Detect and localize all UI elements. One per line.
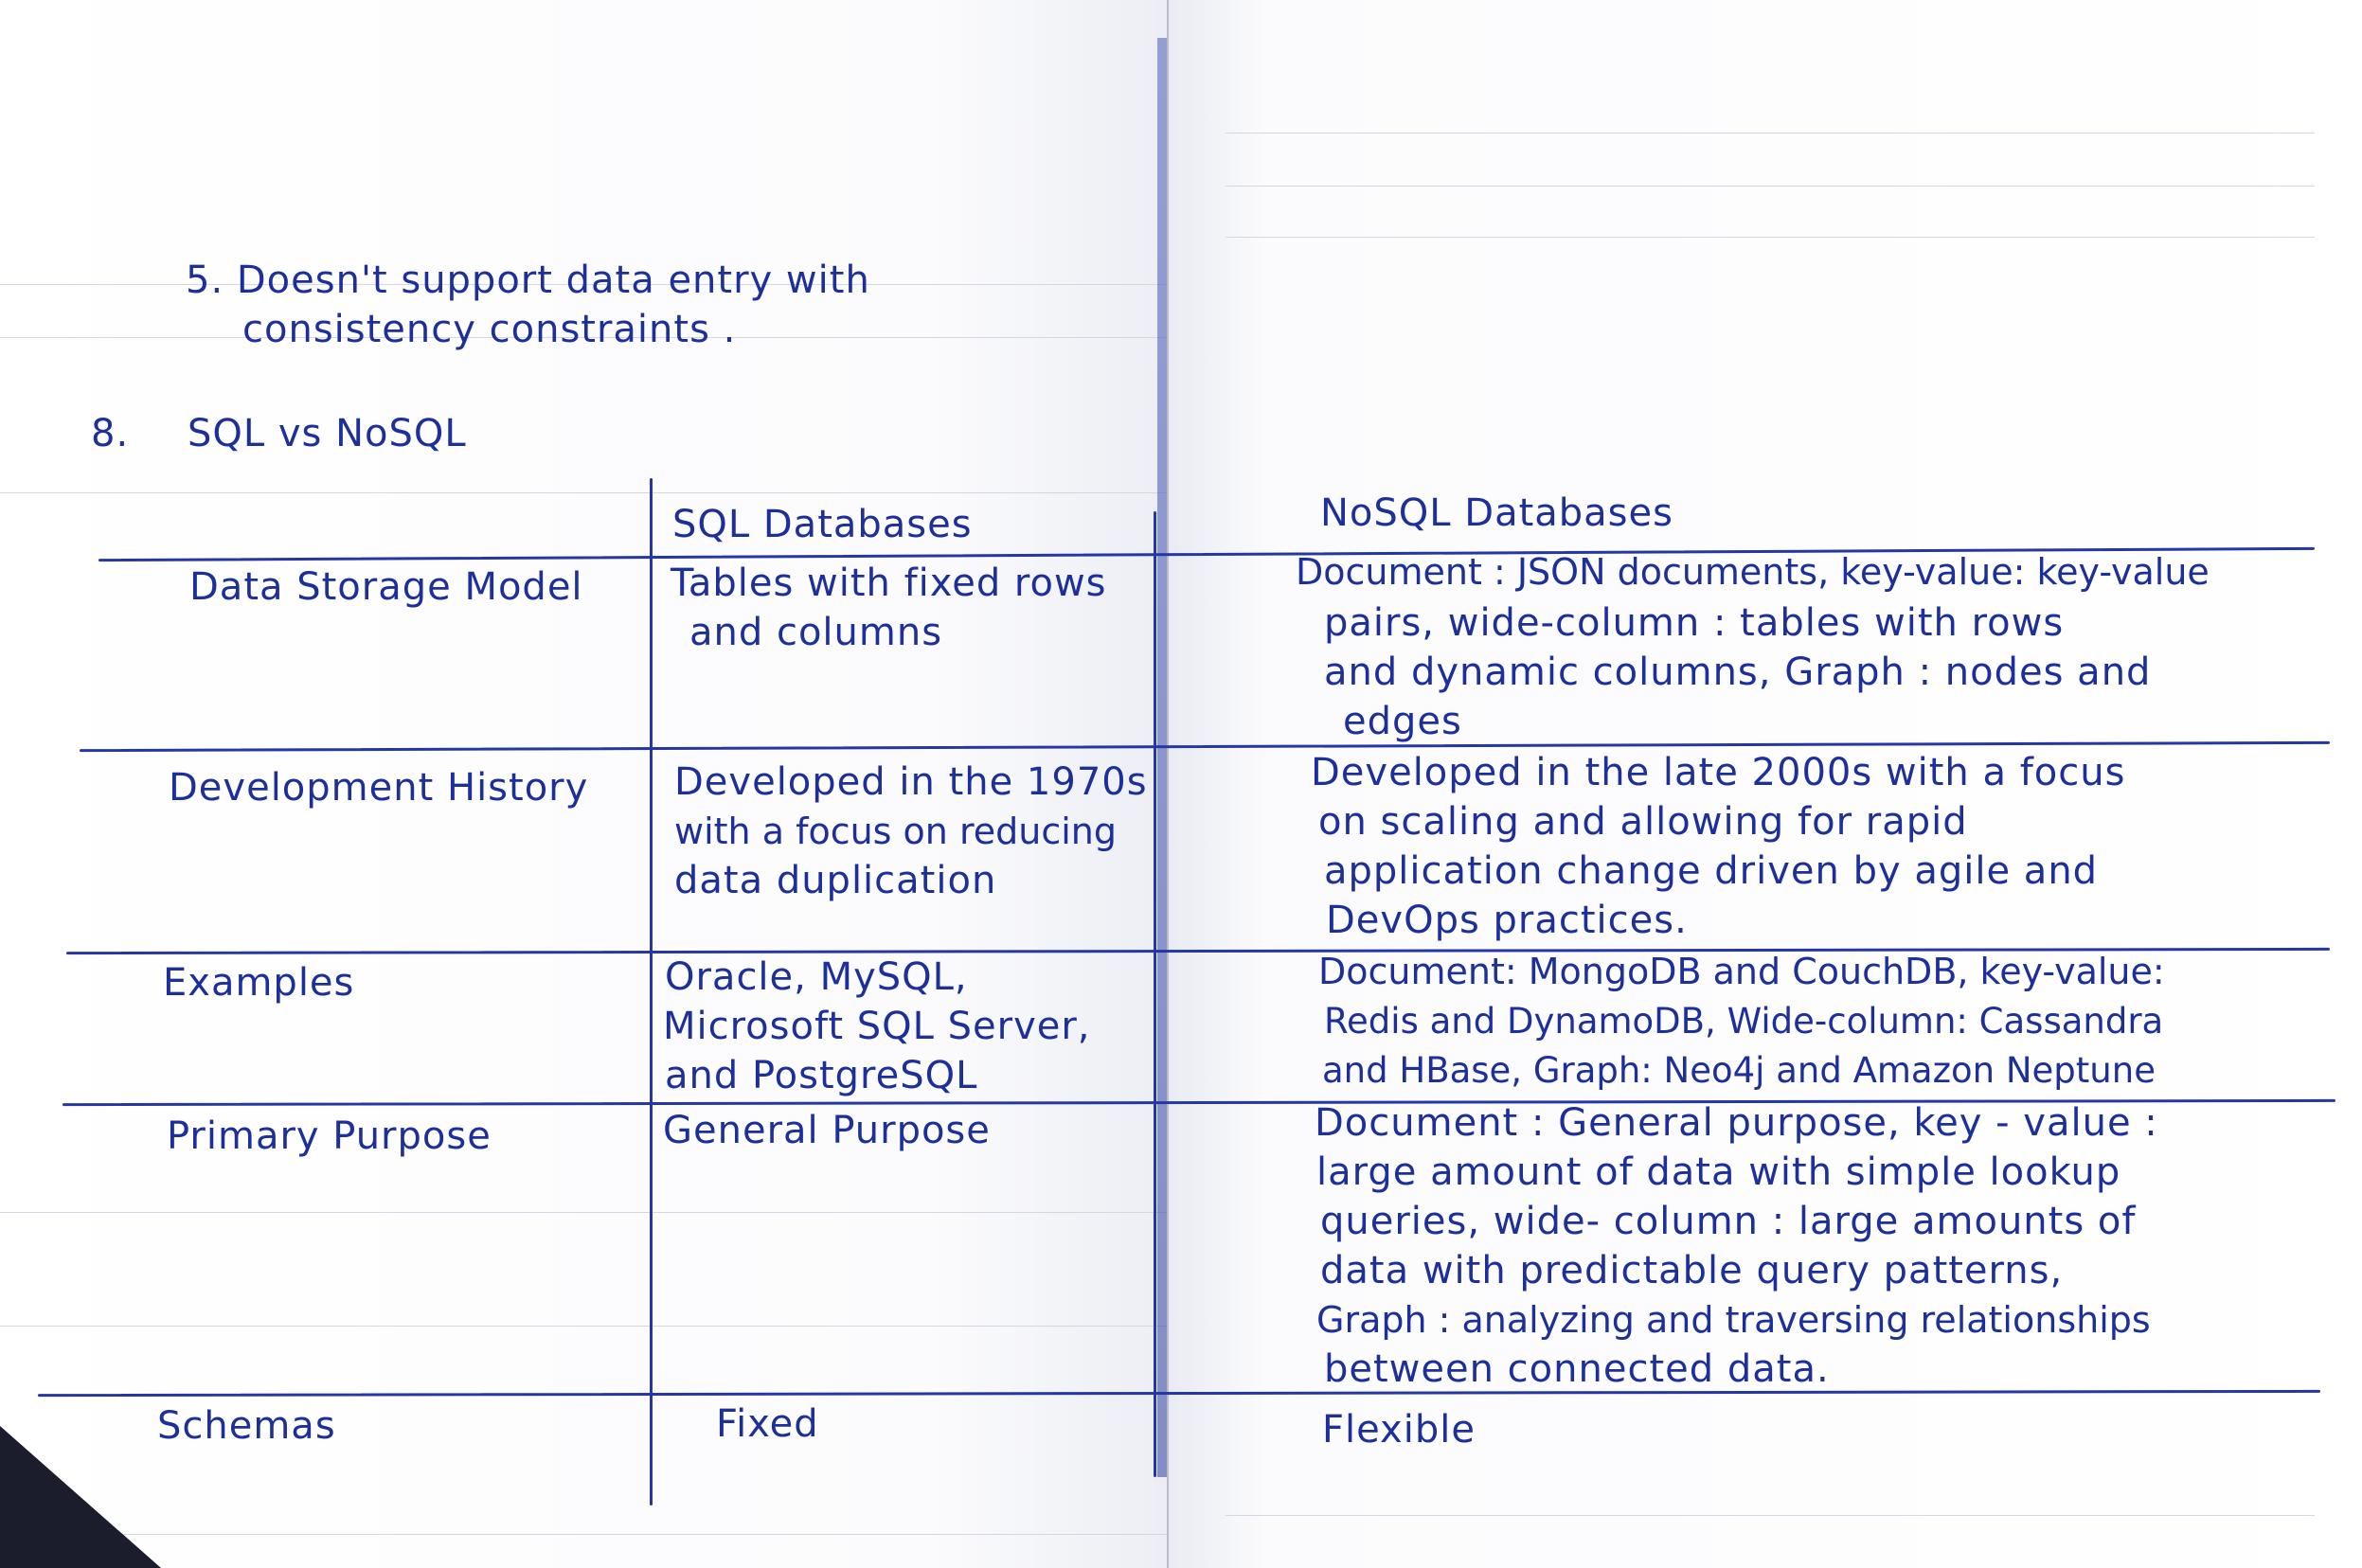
nosql-cell-line: data with predictable query patterns, bbox=[1320, 1249, 2064, 1292]
nosql-cell-line: pairs, wide-column : tables with rows bbox=[1324, 601, 2065, 645]
ruled-line bbox=[1226, 133, 2315, 134]
nosql-cell-line: Redis and DynamoDB, Wide-column: Cassandra bbox=[1324, 1001, 2164, 1042]
nosql-cell-line: Document : General purpose, key - value : bbox=[1315, 1101, 2158, 1145]
sql-cell-line: Microsoft SQL Server, bbox=[663, 1005, 1091, 1048]
sql-cell-line: and columns bbox=[689, 611, 943, 654]
nosql-cell-line: edges bbox=[1343, 700, 1462, 743]
sql-cell-line: Oracle, MySQL, bbox=[665, 955, 968, 999]
sql-cell-line: data duplication bbox=[674, 859, 997, 902]
nosql-cell-line: and dynamic columns, Graph : nodes and bbox=[1324, 650, 2152, 694]
binding-spine bbox=[1157, 38, 1167, 1477]
row-label: Examples bbox=[163, 961, 355, 1005]
table-column-divider-1 bbox=[650, 478, 653, 1506]
ruled-line bbox=[0, 1212, 1167, 1213]
page-corner-shadow bbox=[0, 1426, 161, 1568]
row-label: Data Storage Model bbox=[189, 565, 583, 609]
ruled-line bbox=[1226, 237, 2315, 238]
section-number: 8. bbox=[91, 412, 130, 455]
nosql-cell-line: Document: MongoDB and CouchDB, key-value: bbox=[1318, 951, 2165, 992]
sql-cell-line: and PostgreSQL bbox=[665, 1054, 978, 1097]
nosql-cell-line: Graph : analyzing and traversing relationships bbox=[1316, 1299, 2151, 1341]
sql-cell-line: General Purpose bbox=[663, 1109, 991, 1152]
sql-cell-line: Developed in the 1970s bbox=[674, 760, 1148, 804]
intro-line-1: 5. Doesn't support data entry with bbox=[186, 258, 870, 302]
nosql-cell-line: Document : JSON documents, key-value: key-value bbox=[1296, 551, 2210, 593]
ruled-line bbox=[0, 1534, 1167, 1535]
ruled-line bbox=[0, 1326, 1167, 1327]
nosql-cell-line: application change driven by agile and bbox=[1324, 849, 2099, 893]
nosql-cell-line: large amount of data with simple lookup bbox=[1316, 1150, 2121, 1194]
intro-line-2: consistency constraints . bbox=[242, 308, 737, 351]
table-column-divider-2 bbox=[1154, 511, 1156, 1477]
ruled-line bbox=[1226, 186, 2315, 187]
row-label: Development History bbox=[169, 766, 589, 810]
header-sql: SQL Databases bbox=[672, 503, 973, 546]
ruled-line bbox=[0, 492, 1167, 493]
sql-cell-line: with a focus on reducing bbox=[674, 811, 1117, 852]
section-title: SQL vs NoSQL bbox=[188, 412, 467, 455]
row-label: Primary Purpose bbox=[167, 1114, 492, 1158]
header-nosql: NoSQL Databases bbox=[1320, 491, 1673, 535]
row-label: Schemas bbox=[157, 1404, 336, 1448]
nosql-cell-line: Developed in the late 2000s with a focus bbox=[1311, 751, 2126, 794]
sql-cell-line: Tables with fixed rows bbox=[671, 561, 1107, 605]
nosql-cell-line: on scaling and allowing for rapid bbox=[1318, 800, 1968, 844]
nosql-cell-line: between connected data. bbox=[1324, 1347, 1830, 1391]
nosql-cell-line: Flexible bbox=[1322, 1408, 1476, 1452]
nosql-cell-line: and HBase, Graph: Neo4j and Amazon Neptune bbox=[1322, 1050, 2156, 1091]
nosql-cell-line: queries, wide- column : large amounts of bbox=[1320, 1200, 2137, 1243]
ruled-line bbox=[1226, 1515, 2315, 1516]
nosql-cell-line: DevOps practices. bbox=[1326, 899, 1688, 942]
sql-cell-line: Fixed bbox=[716, 1402, 819, 1446]
